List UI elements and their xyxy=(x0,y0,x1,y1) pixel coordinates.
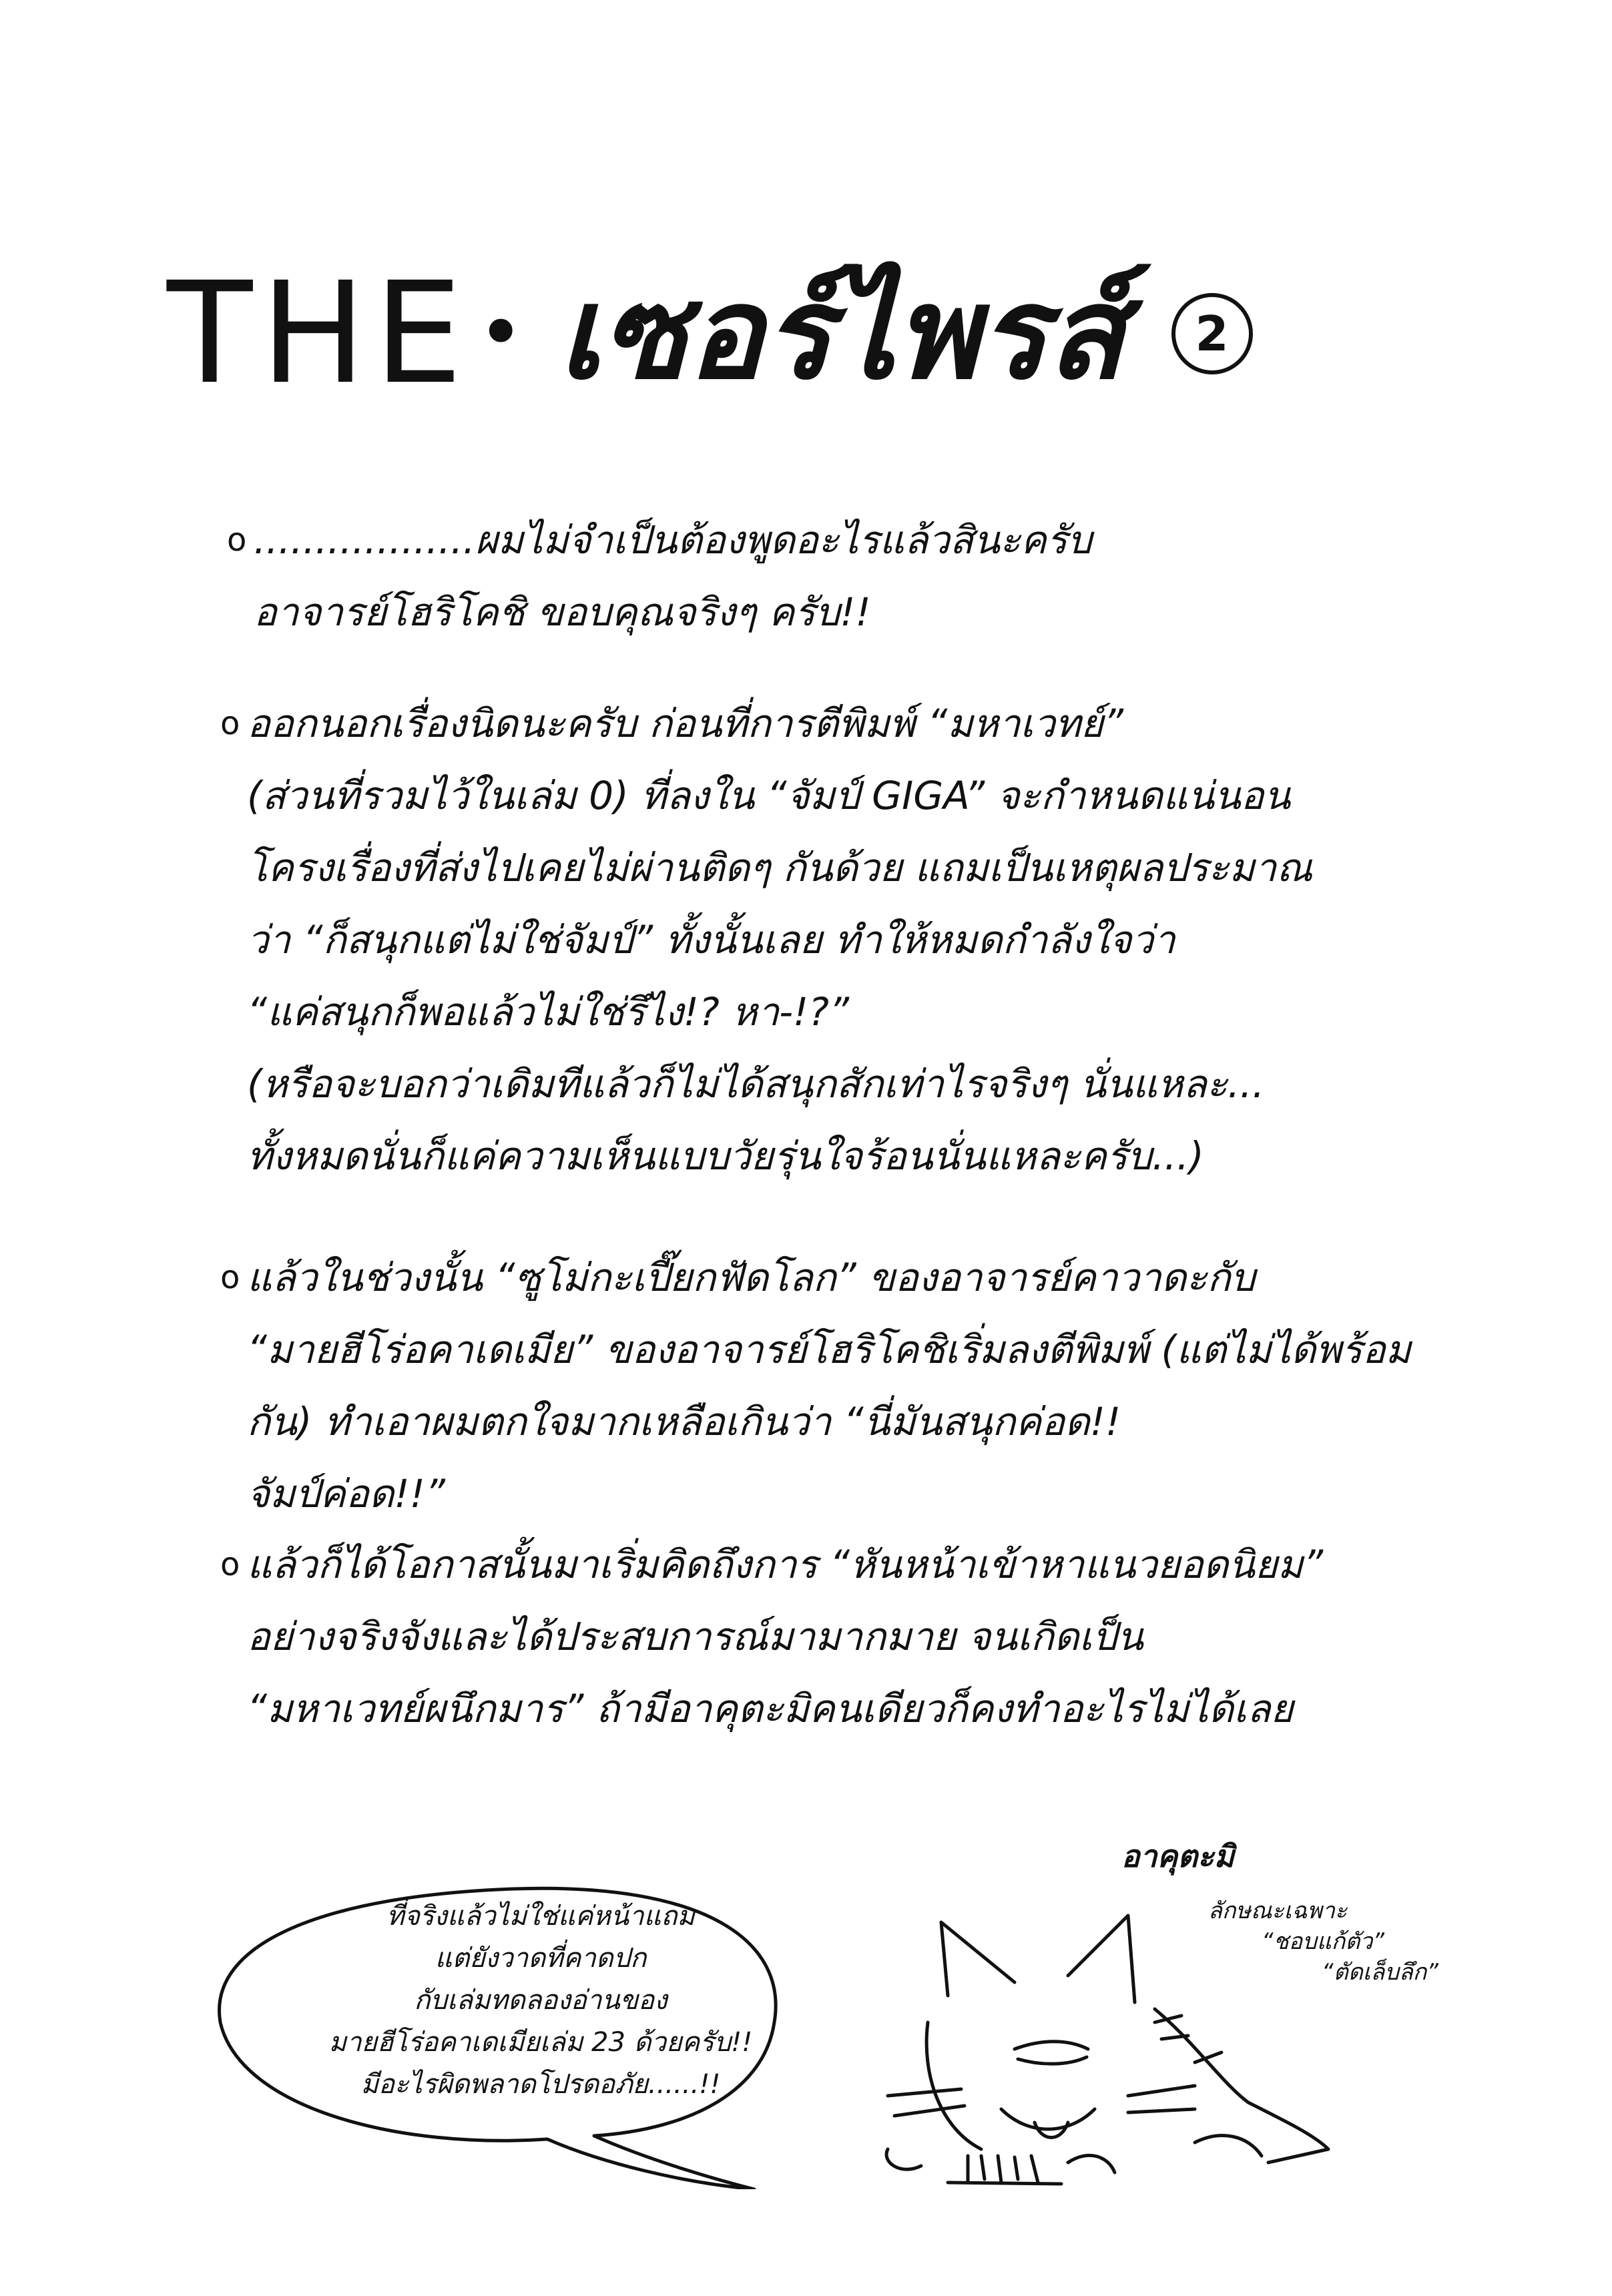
title-thai: เซอร์ไพรส์ xyxy=(557,260,1125,407)
speech-bubble-line: แต่ยังวาดที่คาดปก xyxy=(435,1943,647,1974)
paragraph-line: “แค่สนุกก็พอแล้วไม่ใช่รึไง!? หา-!?” xyxy=(247,989,850,1035)
traits-heading: ลักษณะเฉพาะ xyxy=(1208,1898,1348,1924)
paragraph-3 xyxy=(220,1241,1515,1530)
title-dot: • xyxy=(477,287,525,380)
bullet-icon: o xyxy=(220,1259,240,1296)
paragraph-line: กัน) ทำเอาผมตกใจมากเหลือเกินว่า “นี่มันสนุกค่อด!! xyxy=(247,1399,1121,1444)
speech-bubble-line: กับเล่มทดลองอ่านของ xyxy=(414,1985,667,2016)
author-signature: อาคุตะมิ xyxy=(1121,1838,1235,1874)
speech-bubble-line: มายฮีโร่อคาเดเมียเล่ม 23 ด้วยครับ!! xyxy=(328,2027,753,2058)
paragraph-line: อาจารย์โฮริโคชิ ขอบคุณจริงๆ ครับ!! xyxy=(254,589,871,635)
trait-item: “ตัดเล็บลึก” xyxy=(1322,1959,1438,1986)
speech-bubble xyxy=(200,1869,801,2189)
paragraph-4 xyxy=(220,1528,1515,1745)
bullet-icon: o xyxy=(227,521,247,559)
paragraph-line: อย่างจริงจังและได้ประสบการณ์มามากมาย จนเกิดเป็น xyxy=(247,1614,1143,1659)
speech-bubble-line: ที่จริงแล้วไม่ใช่แค่หน้าแถม xyxy=(386,1901,695,1932)
paragraph-line: “มหาเวทย์ผนึกมาร” ถ้ามีอาคุตะมิคนเดียวก็คงทำอะไรไม่ได้เลย xyxy=(247,1686,1294,1731)
paragraph-line: แล้วก็ได้โอกาสนั้นมาเริ่มคิดถึงการ “หันหน้าเข้าหาแนวยอดนิยม” xyxy=(247,1542,1324,1587)
paragraph-line: (ส่วนที่รวมไว้ในเล่ม 0) ที่ลงใน “จัมป์ GIGA” จะกำหนดแน่นอน xyxy=(247,773,1291,818)
speech-bubble-text xyxy=(240,1896,841,2106)
paragraph-line: ..................ผมไม่จำเป็นต้องพูดอะไรแล้วสินะครับ xyxy=(254,517,1092,563)
title-number-badge: 2 xyxy=(1171,293,1253,374)
paragraph-line: ออกนอกเรื่องนิดนะครับ ก่อนที่การตีพิมพ์ “มหาเวทย์” xyxy=(247,701,1124,746)
speech-bubble-line: มีอะไรผิดพลาดโปรดอภัย......!! xyxy=(360,2069,721,2100)
paragraph-line: (หรือจะบอกว่าเดิมทีแล้วก็ไม่ได้สนุกสักเท่าไรจริงๆ นั่นแหละ... xyxy=(247,1061,1265,1107)
paragraph-2 xyxy=(220,687,1515,1192)
paragraph-1 xyxy=(227,504,1522,648)
paragraph-line: แล้วในช่วงนั้น “ซูโม่กะเปี๊ยกฟัดโลก” ของอาจารย์คาวาดะกับ xyxy=(247,1255,1256,1300)
paragraph-line: ทั้งหมดนั่นก็แค่ความเห็นแบบวัยรุ่นใจร้อนนั่นแหละครับ...) xyxy=(247,1133,1204,1179)
bullet-icon: o xyxy=(220,705,240,742)
bullet-icon: o xyxy=(220,1546,240,1583)
cat-doodle-icon xyxy=(848,1909,1368,2196)
paragraph-line: “มายฮีโร่อคาเดเมีย” ของอาจารย์โฮริโคชิเริ่มลงตีพิมพ์ (แต่ไม่ได้พร้อม xyxy=(247,1327,1411,1372)
page-title xyxy=(167,240,1435,427)
paragraph-line: โครงเรื่องที่ส่งไปเคยไม่ผ่านติดๆ กันด้วย แถมเป็นเหตุผลประมาณ xyxy=(247,845,1313,890)
paragraph-line: จัมป์ค่อด!!” xyxy=(247,1471,445,1516)
title-english: THE xyxy=(167,252,471,415)
paragraph-line: ว่า “ก็สนุกแต่ไม่ใช่จัมป์” ทั้งนั้นเลย ทำให้หมดกำลังใจว่า xyxy=(247,917,1175,962)
trait-item: “ชอบแก้ตัว” xyxy=(1262,1928,1384,1955)
